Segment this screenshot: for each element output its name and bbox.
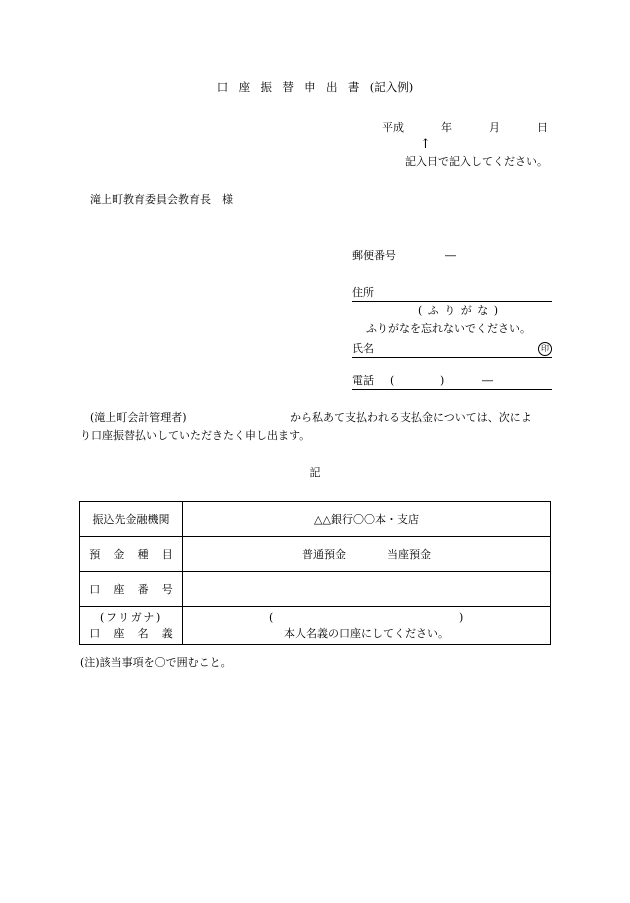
account-number-label: 口座番号 [80, 572, 183, 607]
table-row [80, 502, 551, 537]
address-label: 住所 [352, 286, 374, 299]
ki-heading: 記 [309, 466, 321, 479]
table-row [80, 537, 551, 572]
table-row [80, 607, 551, 645]
deposit-type-value [183, 537, 551, 572]
up-arrow-icon: ↑ [420, 137, 431, 152]
seal-icon: 印 [538, 342, 552, 356]
phone-label: 電話 [352, 374, 374, 387]
date-row [382, 122, 548, 133]
furigana-label: (ふりがな) [418, 304, 504, 317]
date-month: 月 [489, 121, 500, 134]
bank-label: 振込先金融機関 [80, 502, 183, 537]
furigana-note: ふりがなを忘れないでください。 [366, 322, 531, 335]
body-line1-a: (滝上町会計管理者) [90, 411, 187, 424]
table-row [80, 572, 551, 607]
account-holder-value [183, 607, 551, 645]
title-main: 口座振替申出書 [216, 80, 370, 94]
phone-dash: ― [482, 374, 493, 387]
body-line1-b: から私あて支払われる支払金については、次によ [290, 411, 532, 424]
name-label: 氏名 [352, 342, 374, 355]
body-line2: り口座振替払いしていただきたく申し出ます。 [80, 429, 311, 442]
recipient: 滝上町教育委員会教育長 様 [90, 193, 233, 206]
account-holder-text: 口座名義 [89, 626, 186, 640]
checking-deposit: 当座預金 [387, 548, 431, 561]
date-day: 日 [537, 121, 548, 134]
page-title [0, 82, 630, 94]
holder-paren-open: ( [269, 610, 274, 624]
holder-paren-close: ) [459, 610, 464, 624]
deposit-type-label: 預金種目 [80, 537, 183, 572]
furigana-kana-label: (フリガナ) [100, 610, 162, 624]
account-holder-label [80, 607, 186, 645]
postal-code-dash: ― [445, 249, 456, 262]
holder-note: 本人名義の口座にしてください。 [284, 626, 449, 640]
footnote: (注)該当事項を〇で囲むこと。 [80, 656, 232, 669]
account-number-value [183, 572, 551, 607]
phone-paren-close: ) [440, 374, 445, 387]
date-note: 記入日で記入してください。 [405, 155, 548, 168]
bank-value: △△銀行〇〇本・支店 [183, 502, 551, 537]
date-year: 年 [441, 121, 452, 134]
phone-line [352, 389, 552, 390]
name-line [352, 357, 552, 358]
account-table [79, 501, 551, 645]
date-era: 平成 [382, 121, 404, 134]
title-suffix: (記入例) [369, 80, 414, 94]
phone-paren-open: ( [390, 374, 395, 387]
ordinary-deposit: 普通預金 [302, 548, 346, 561]
address-line [352, 301, 552, 302]
postal-code-label: 郵便番号 [352, 249, 396, 262]
